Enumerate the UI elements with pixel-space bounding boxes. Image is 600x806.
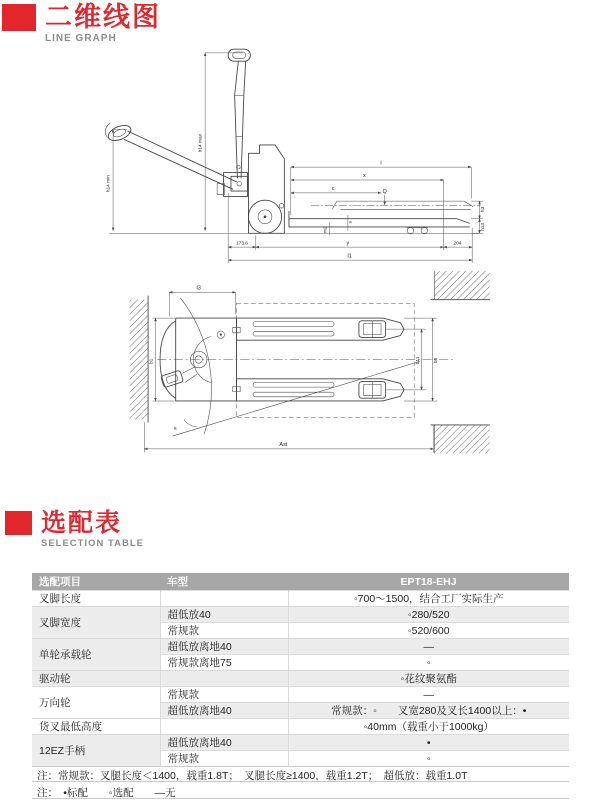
dim-label-x: x xyxy=(363,173,366,180)
dim-label-angle-a: a xyxy=(173,426,177,432)
model-cell xyxy=(160,671,288,687)
value-cell: ◦ xyxy=(288,751,569,767)
model-cell: 超低放离地40 xyxy=(160,703,288,719)
dim-label-y: y xyxy=(346,240,350,247)
left-wall-hatch xyxy=(130,300,148,420)
dim-label-s: s xyxy=(348,221,354,224)
selection-table xyxy=(32,573,569,767)
section-title-block xyxy=(45,4,161,44)
dim-label-h14-max: h14 max xyxy=(198,133,204,153)
dim-label-173-6: 173.6 xyxy=(236,241,248,247)
value-cell: 常规款：◦ 叉宽280及叉长1400以上：• xyxy=(288,703,569,719)
dim-label-204: 204 xyxy=(453,241,462,247)
dim-label-l1: l1 xyxy=(347,253,352,260)
model-cell: 常规款 xyxy=(160,751,288,767)
header-model: 车型 xyxy=(160,573,288,591)
header-option-item: 选配项目 xyxy=(32,573,160,591)
dim-label-ast: Ast xyxy=(279,442,288,449)
table-row xyxy=(32,719,569,735)
section-title-block xyxy=(41,511,144,549)
model-cell xyxy=(160,591,288,607)
section-header-line-graph xyxy=(2,4,161,44)
section-subtitle: LINE GRAPH xyxy=(45,33,117,44)
table-row xyxy=(32,735,569,751)
bottom-right-wall-hatch xyxy=(434,425,489,454)
header-model-code: EPT18-EHJ xyxy=(288,573,569,591)
top-right-wall-hatch xyxy=(434,271,489,300)
top-view xyxy=(130,271,490,453)
value-cell: ◦520/600 xyxy=(288,623,569,639)
pallet-truck-line-drawing xyxy=(0,40,600,505)
dim-label-b11: b11 xyxy=(415,356,421,365)
dim-label-l3: l3 xyxy=(196,285,201,292)
red-square-marker xyxy=(2,4,36,31)
dim-label-h14-min: h14 min xyxy=(106,175,112,193)
dim-label-h13: h13 xyxy=(481,222,487,231)
table-note-load-capacity: 注：常规款：叉腿长度＜1400，载重1.8T； 叉腿长度≥1400，载重1.2T； 超低放：载重1.0T xyxy=(32,766,569,782)
side-view xyxy=(105,49,486,263)
model-cell: 超低放离地40 xyxy=(160,735,288,751)
item-cell: 驱动轮 xyxy=(32,671,160,687)
model-cell xyxy=(160,719,288,735)
item-cell: 单轮承载轮 xyxy=(32,639,160,671)
dim-label-q: Q xyxy=(382,188,387,195)
item-cell: 叉脚长度 xyxy=(32,591,160,607)
dim-label-b1: b1 xyxy=(149,358,155,365)
section-subtitle: SELECTION TABLE xyxy=(41,538,144,549)
value-cell: ◦700～1500，结合工厂实际生产 xyxy=(288,591,569,607)
dim-label-m2: m2 xyxy=(323,226,329,233)
table-row xyxy=(32,607,569,623)
item-cell: 叉脚宽度 xyxy=(32,607,160,639)
item-cell: 货叉最低高度 xyxy=(32,719,160,735)
dim-label-b5: b5 xyxy=(434,357,440,364)
model-cell: 超低放40 xyxy=(160,607,288,623)
table-row xyxy=(32,687,569,703)
value-cell: — xyxy=(288,639,569,655)
dim-label-h3: h3 xyxy=(481,206,487,213)
table-note-legend: 注： •标配 ◦选配 —无 xyxy=(32,783,569,799)
value-cell: — xyxy=(288,687,569,703)
table-row xyxy=(32,639,569,655)
model-cell: 常规款 xyxy=(160,687,288,703)
value-cell: • xyxy=(288,735,569,751)
table-row xyxy=(32,591,569,607)
table-row xyxy=(32,671,569,687)
model-cell: 常规款 xyxy=(160,623,288,639)
dim-label-l: l xyxy=(380,160,382,167)
red-square-marker xyxy=(5,511,32,535)
item-cell: 万向轮 xyxy=(32,687,160,719)
dim-label-c: c xyxy=(331,186,335,193)
model-cell: 超低放离地40 xyxy=(160,639,288,655)
section-title: 二维线图 xyxy=(45,2,161,32)
table-header-row xyxy=(32,573,569,591)
value-cell: ◦40mm（载重小于1000kg） xyxy=(288,719,569,735)
item-cell: 12EZ手柄 xyxy=(32,735,160,767)
section-header-selection-table xyxy=(5,511,144,549)
value-cell: ◦ xyxy=(288,655,569,671)
model-cell: 常规款离地75 xyxy=(160,655,288,671)
value-cell: ◦花纹聚氨酯 xyxy=(288,671,569,687)
section-title: 选配表 xyxy=(41,509,123,537)
value-cell: ◦280/520 xyxy=(288,607,569,623)
